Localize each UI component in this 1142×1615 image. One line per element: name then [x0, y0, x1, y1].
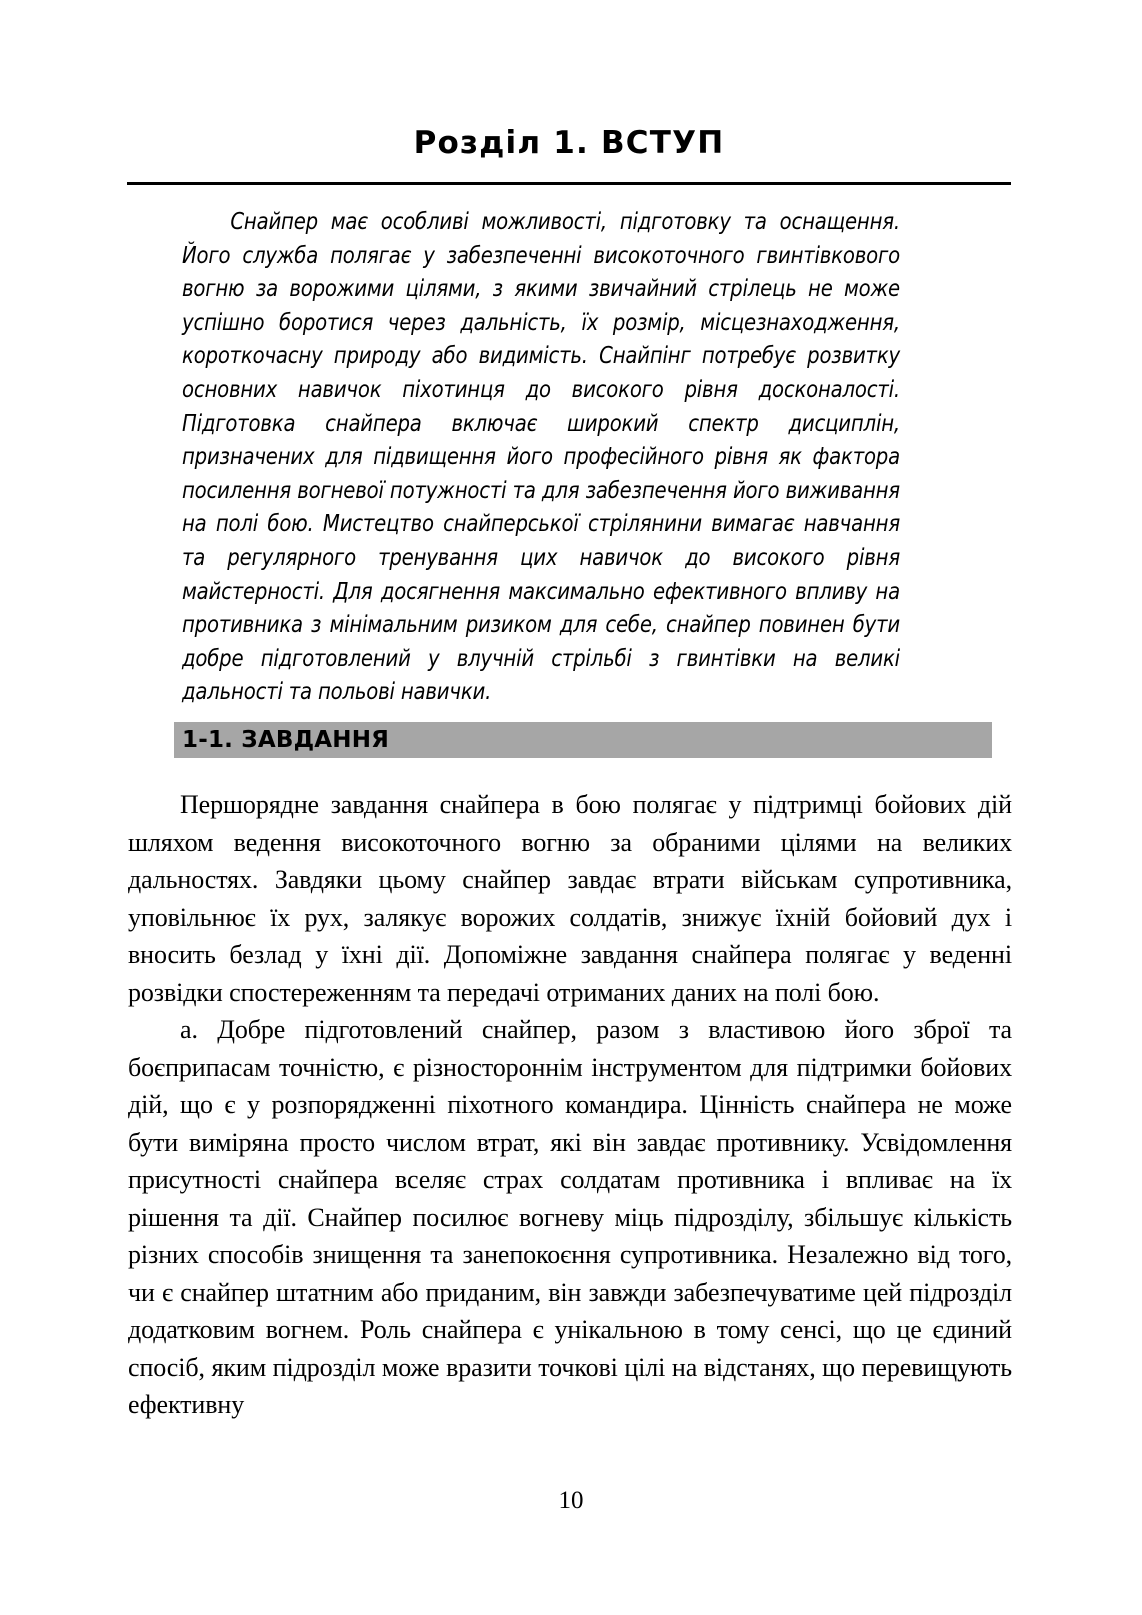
section-heading-label: 1-1. ЗАВДАННЯ — [182, 727, 390, 753]
body-paragraph-1: Першорядне завдання снайпера в бою полягає у підтримці бойових дій шляхом ведення високоточного вогню за обраними цілями на великих дальностях. Завдяки цьому снайпер завдає втрати військам супротивника, уповільнює їх рух, залякує ворожих солдатів, знижує їхній бойовий дух і вносить безлад у їхні дії. Допоміжне завдання снайпера полягає у веденні розвідки спостереженням та передачі отриманих даних на полі бою. — [128, 790, 1012, 1007]
page-number: 10 — [558, 1487, 584, 1514]
intro-paragraph-block — [182, 205, 900, 709]
section-heading-band — [174, 722, 992, 758]
body-text-block — [128, 786, 1012, 1424]
body-paragraph-2: а. Добре підготовлений снайпер, разом з властивою його зброї та боєприпасам точністю, є різностороннім інструментом для підтримки бойових дій, що є у розпорядженні піхотного командира. Цінність снайпера не може бути виміряна просто числом втрат, які він завдає противнику. Усвідомлення присутності снайпера вселяє страх солдатам противника і впливає на їх рішення та дії. Снайпер посилює вогневу міць підрозділу, збільшує кількість різних способів знищення та занепокоєння супротивника. Незалежно від того, чи є снайпер штатним або приданим, він завжди забезпечуватиме цей підрозділ додатковим вогнем. Роль снайпера є унікальною в тому сенсі, що це єдиний спосіб, яким підрозділ може вразити точкові цілі на відстанях, що перевищують ефективну — [128, 1015, 1012, 1419]
intro-paragraph: Снайпер має особливі можливості, підготовку та оснащення. Його служба полягає у забезпеченні високоточного гвинтівкового вогню за ворожими цілями, з якими звичайний стрілець не може успішно боротися через дальність, їх розмір, місцезнаходження, короткочасну природу або видимість. Снайпінг потребує розвитку основних навичок піхотинця до високого рівня досконалості. Підготовка снайпера включає широкий спектр дисциплін, призначених для підвищення його професійного рівня як фактора посилення вогневої потужності та для забезпечення його виживання на полі бою. Мистецтво снайперської стрілянини вимагає навчання та регулярного тренування цих навичок до високого рівня майстерності. Для досягнення максимально ефективного впливу на противника з мінімальним ризиком для себе, снайпер повинен бути добре підготовлений у влучній стрільбі з гвинтівки на великі дальності та польові навички. — [182, 207, 900, 706]
heading-divider — [127, 182, 1011, 185]
page-title: Розділ 1. ВСТУП — [413, 125, 725, 161]
